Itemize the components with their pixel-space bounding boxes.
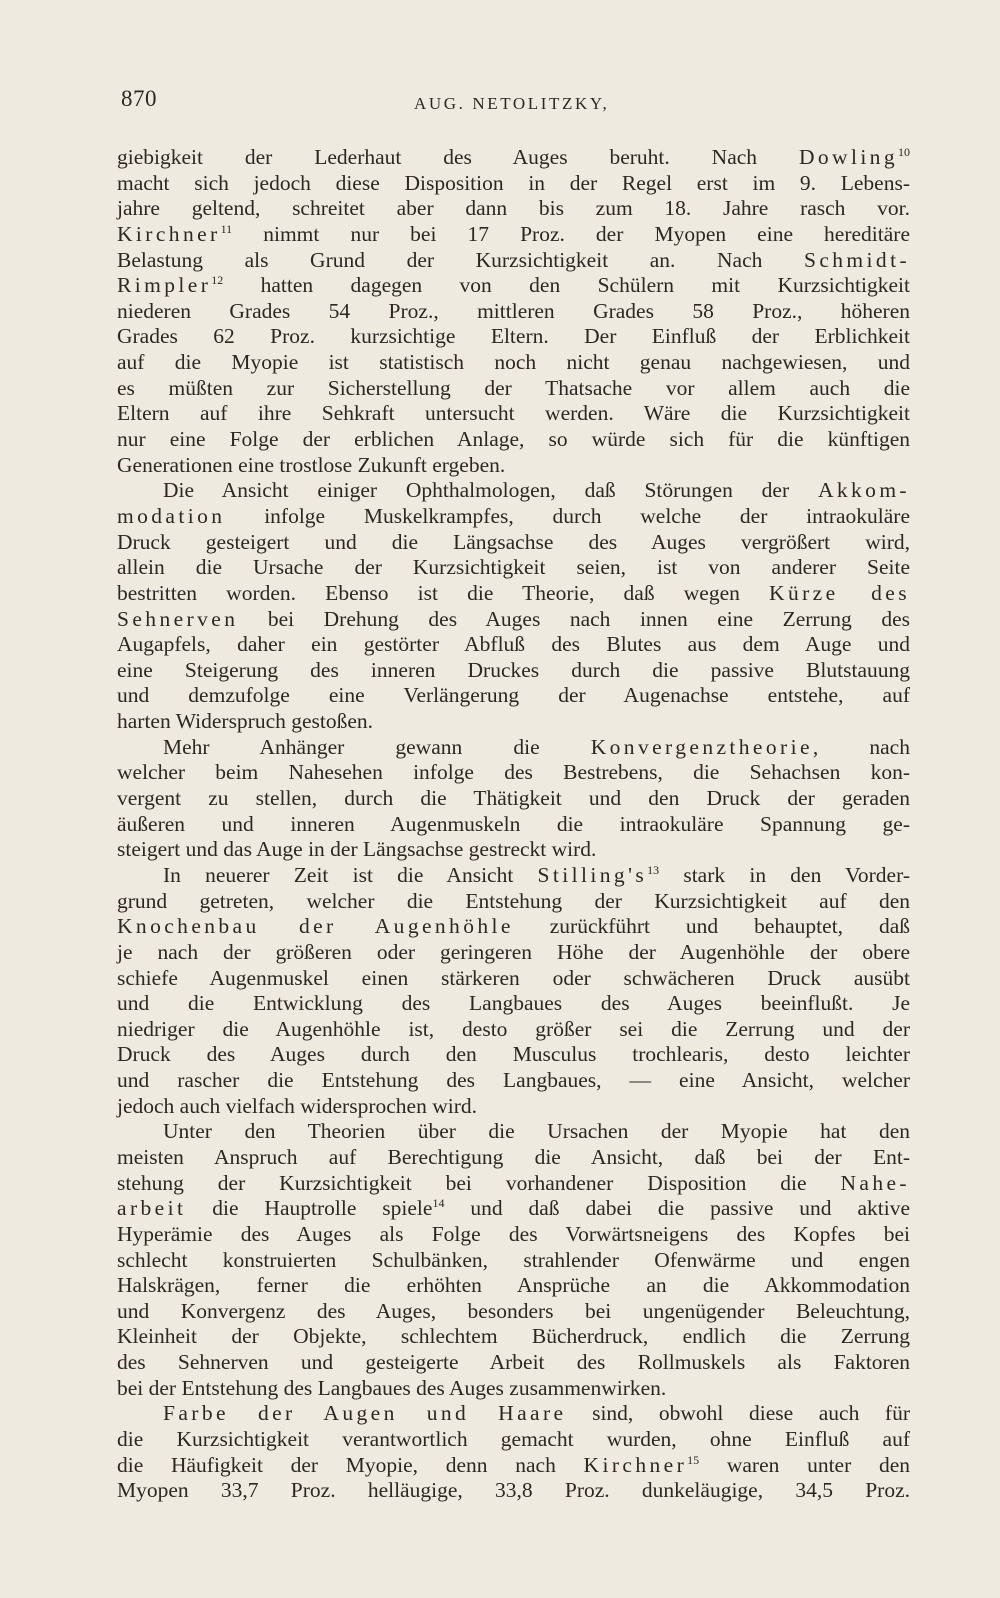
footnote-ref: 15 (687, 1452, 700, 1467)
text-run: auf die Myopie ist statistisch noch nicht genau nachgewiesen, und (117, 350, 910, 375)
text-run: je nach der größeren oder geringeren Höhe der Augenhöhle der obere (117, 939, 910, 964)
text-run: waren unter den (699, 1452, 910, 1477)
text-run: die Hauptrolle spiele (186, 1196, 433, 1221)
text-run: Eltern auf ihre Sehkraft untersucht werden. Wäre die Kurzsichtigkeit (117, 401, 910, 426)
text-line (117, 735, 910, 761)
text-run: und daß dabei die passive und aktive (444, 1196, 910, 1221)
text-run: sind, obwohl diese auch für (566, 1401, 910, 1426)
text-line (117, 1145, 910, 1171)
body-text (117, 145, 910, 1504)
spaced-emphasis: Schmidt- (803, 247, 910, 272)
text-line (117, 1273, 910, 1299)
text-line (117, 478, 910, 504)
text-line (117, 299, 910, 325)
text-line (117, 812, 910, 838)
text-run: hatten dagegen von den Schülern mit Kurzsichtigkeit (223, 273, 910, 298)
text-run: allein die Ursache der Kurzsichtigkeit seien, ist von anderer Seite (117, 555, 910, 580)
text-run: Kleinheit der Objekte, schlechtem Bücherdruck, endlich die Zerrung (117, 1324, 910, 1349)
text-run: Hyperämie des Auges als Folge des Vorwärtsneigens des Kopfes bei (117, 1221, 910, 1246)
spaced-emphasis: Kirchner (117, 221, 221, 246)
text-line (117, 760, 910, 786)
spaced-emphasis: Konvergenztheorie (590, 734, 813, 759)
text-line (117, 324, 910, 350)
text-run: die Kurzsichtigkeit verantwortlich gemacht wurden, ohne Einfluß auf (117, 1427, 910, 1452)
text-line (117, 222, 910, 248)
text-run: Druck des Auges durch den Musculus trochlearis, desto leichter (117, 1042, 910, 1067)
text-line (117, 1017, 910, 1043)
text-run: nur eine Folge der erblichen Anlage, so würde sich für die künftigen (117, 427, 910, 452)
text-run: Druck gesteigert und die Längsachse des Auges vergrößert wird, (117, 529, 910, 554)
text-run: Belastung als Grund der Kurzsichtigkeit an. Nach (117, 247, 804, 272)
footnote-ref: 12 (211, 273, 224, 288)
text-line (117, 709, 910, 735)
page-header (0, 86, 1000, 126)
text-run: es müßten zur Sicherstellung der Thatsache vor allem auch die (117, 375, 910, 400)
text-run: vergent zu stellen, durch die Thätigkeit und den Druck der geraden (117, 786, 910, 811)
footnote-ref: 14 (432, 1196, 445, 1211)
page-number: 870 (121, 86, 157, 111)
text-run: die Häufigkeit der Myopie, denn nach (117, 1452, 584, 1477)
text-line (117, 1119, 910, 1145)
text-run: niedriger die Augenhöhle ist, desto größer sei die Zerrung und der (117, 1016, 910, 1041)
text-run: steigert und das Auge in der Längsachse gestreckt wird. (117, 837, 597, 862)
spaced-emphasis: Kürze des (769, 580, 910, 605)
text-line (117, 196, 910, 222)
spaced-emphasis: Stilling's (537, 862, 648, 887)
running-head: AUG. NETOLITZKY, (414, 94, 610, 113)
text-line (117, 607, 910, 633)
text-line (117, 683, 910, 709)
text-run: nimmt nur bei 17 Proz. der Myopen eine hereditäre (232, 221, 910, 246)
text-line (117, 914, 910, 940)
text-run: meisten Anspruch auf Berechtigung die Ansicht, daß bei der Ent- (117, 1144, 910, 1169)
text-run: Die Ansicht einiger Ophthalmologen, daß Störungen der (163, 478, 818, 503)
text-line (117, 427, 910, 453)
text-line (117, 1350, 910, 1376)
text-run: und demzufolge eine Verlängerung der Augenachse entstehe, auf (117, 683, 910, 708)
text-line (117, 1427, 910, 1453)
text-line (117, 350, 910, 376)
text-run: Halskrägen, ferner die erhöhten Ansprüche an die Akkommodation (117, 1273, 910, 1298)
text-run: zurückführt und behauptet, daß (513, 914, 910, 939)
text-line (117, 1196, 910, 1222)
text-line (117, 1376, 910, 1402)
text-line (117, 530, 910, 556)
text-line (117, 658, 910, 684)
text-line (117, 991, 910, 1017)
footnote-ref: 13 (647, 862, 660, 877)
text-run: In neuerer Zeit ist die Ansicht (163, 862, 538, 887)
text-run: infolge Muskelkrampfes, durch welche der intraokuläre (225, 503, 910, 528)
text-line (117, 171, 910, 197)
text-line (117, 1453, 910, 1479)
spaced-emphasis: Knochenbau der Augenhöhle (117, 914, 514, 939)
text-run: welcher beim Nahesehen infolge des Bestrebens, die Sehachsen kon- (117, 760, 910, 785)
text-line (117, 966, 910, 992)
text-run: und rascher die Entstehung des Langbaues, — eine Ansicht, welcher (117, 1068, 910, 1093)
text-run: bei der Entstehung des Langbaues des Auges zusammenwirken. (117, 1375, 667, 1400)
text-run: niederen Grades 54 Proz., mittleren Grades 58 Proz., höheren (117, 298, 910, 323)
text-run: jedoch auch vielfach widersprochen wird. (117, 1093, 477, 1118)
text-line (117, 376, 910, 402)
text-run: grund getreten, welcher die Entstehung der Kurzsichtigkeit auf den (117, 888, 910, 913)
text-line (117, 1299, 910, 1325)
text-line (117, 1324, 910, 1350)
text-line (117, 145, 910, 171)
text-line (117, 401, 910, 427)
text-run: Augapfels, daher ein gestörter Abfluß des Blutes aus dem Auge und (117, 632, 910, 657)
text-run: und die Entwicklung des Langbaues des Auges beeinflußt. Je (117, 991, 910, 1016)
text-run: , nach (812, 734, 910, 759)
spaced-emphasis: Akkom- (817, 478, 910, 503)
footnote-ref: 10 (898, 145, 910, 159)
text-line (117, 453, 910, 479)
spaced-emphasis: Farbe der Augen und Haare (163, 1401, 567, 1426)
text-line (117, 786, 910, 812)
text-run: Generationen eine trostlose Zukunft ergeben. (117, 452, 506, 477)
text-line (117, 1401, 910, 1427)
text-run: stehung der Kurzsichtigkeit bei vorhandener Disposition die (117, 1170, 841, 1195)
text-line (117, 1171, 910, 1197)
spaced-emphasis: modation (117, 503, 226, 528)
text-line (117, 581, 910, 607)
text-run: Unter den Theorien über die Ursachen der Myopie hat den (163, 1119, 910, 1144)
text-run: und Konvergenz des Auges, besonders bei ungenügender Beleuchtung, (117, 1298, 910, 1323)
text-run: jahre geltend, schreitet aber dann bis zum 18. Jahre rasch vor. (117, 196, 910, 221)
spaced-emphasis: Nahe- (840, 1170, 910, 1195)
text-line (117, 1068, 910, 1094)
text-line (117, 1042, 910, 1068)
text-line (117, 273, 910, 299)
text-line (117, 863, 910, 889)
text-line (117, 837, 910, 863)
spaced-emphasis: arbeit (117, 1196, 187, 1221)
spaced-emphasis: Sehnerven (117, 606, 239, 631)
footnote-ref: 11 (220, 221, 233, 236)
text-run: schlecht konstruierten Schulbänken, strahlender Ofenwärme und engen (117, 1247, 910, 1272)
text-line (117, 632, 910, 658)
text-line (117, 1478, 910, 1504)
text-run: des Sehnerven und gesteigerte Arbeit des Rollmuskels als Faktoren (117, 1350, 910, 1375)
spaced-emphasis: Rimpler (117, 273, 212, 298)
text-run: giebigkeit der Lederhaut des Auges beruht. Nach (117, 145, 799, 169)
text-run: schiefe Augenmuskel einen stärkeren oder schwächeren Druck ausübt (117, 965, 910, 990)
text-run: stark in den Vorder- (659, 862, 910, 887)
spaced-emphasis: Kirchner (583, 1452, 688, 1477)
text-line (117, 504, 910, 530)
text-line (117, 940, 910, 966)
text-line (117, 248, 910, 274)
spaced-emphasis: Dowling (798, 145, 898, 169)
text-run: bei Drehung des Auges nach innen eine Zerrung des (238, 606, 910, 631)
text-run: äußeren und inneren Augenmuskeln die intraokuläre Spannung ge- (117, 811, 910, 836)
text-line (117, 1094, 910, 1120)
text-line (117, 1222, 910, 1248)
text-run: macht sich jedoch diese Disposition in der Regel erst im 9. Lebens- (117, 170, 910, 195)
text-line (117, 1248, 910, 1274)
text-run: Myopen 33,7 Proz. helläugige, 33,8 Proz. dunkeläugige, 34,5 Proz. (117, 1478, 910, 1503)
text-run: Mehr Anhänger gewann die (163, 734, 591, 759)
text-run: bestritten worden. Ebenso ist die Theorie, daß wegen (117, 580, 770, 605)
text-line (117, 555, 910, 581)
text-run: eine Steigerung des inneren Druckes durch die passive Blutstauung (117, 657, 910, 682)
text-run: Grades 62 Proz. kurzsichtige Eltern. Der Einfluß der Erblichkeit (117, 324, 910, 349)
text-line (117, 889, 910, 915)
text-run: harten Widerspruch gestoßen. (117, 709, 374, 734)
